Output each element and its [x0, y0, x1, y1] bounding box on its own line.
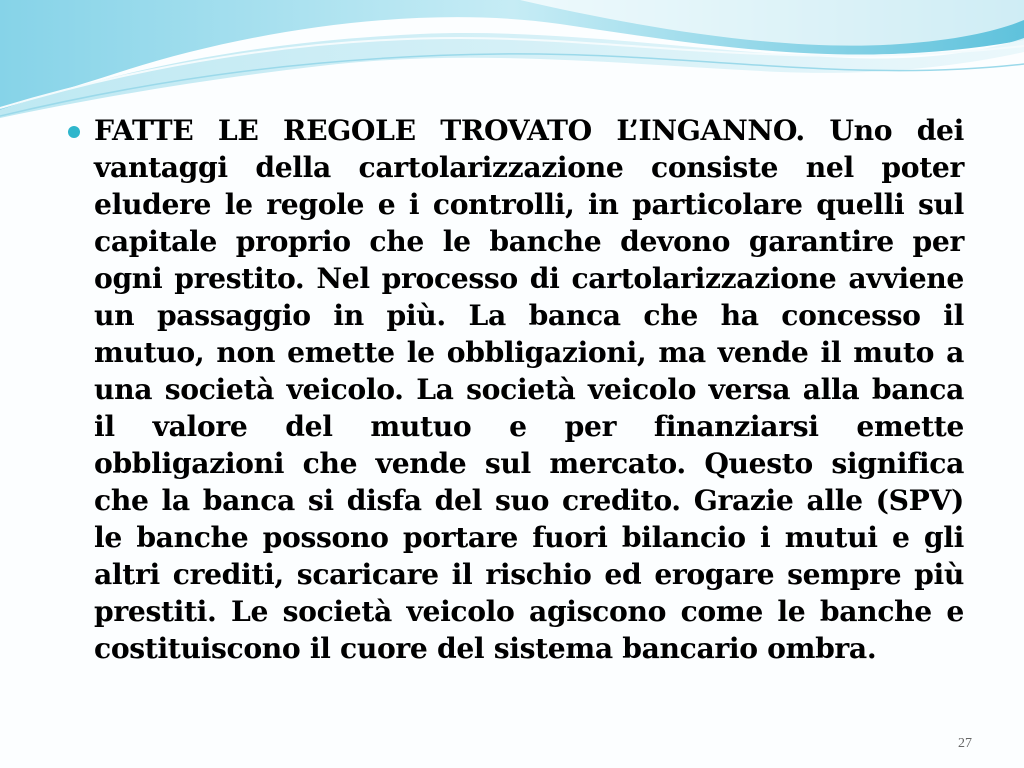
page-number: 27	[958, 736, 972, 751]
wave-header-decoration	[0, 0, 1024, 130]
bullet-point-icon	[68, 126, 80, 138]
slide-body-text	[94, 112, 964, 667]
body-paragraph: FATTE LE REGOLE TROVATO L’INGANNO. Uno dei vantaggi della cartolarizzazione consiste nel poter eludere le regole e i controlli, in particolare quelli sul capitale proprio che le banche devono garantire per ogni prestito. Nel processo di cartolarizzazione avviene un passaggio in più. La banca che ha concesso il mutuo, non emette le obbligazioni, ma vende il muto a una società veicolo. La società veicolo versa alla banca il valore del mutuo e per finanziarsi emette obbligazioni che vende sul mercato. Questo significa che la banca si disfa del suo credito. Grazie alle (SPV) le banche possono portare fuori bilancio i mutui e gli altri crediti, scaricare il rischio ed erogare sempre più prestiti. Le società veicolo agiscono come le banche e costituiscono il cuore del sistema bancario ombra.	[94, 114, 964, 665]
